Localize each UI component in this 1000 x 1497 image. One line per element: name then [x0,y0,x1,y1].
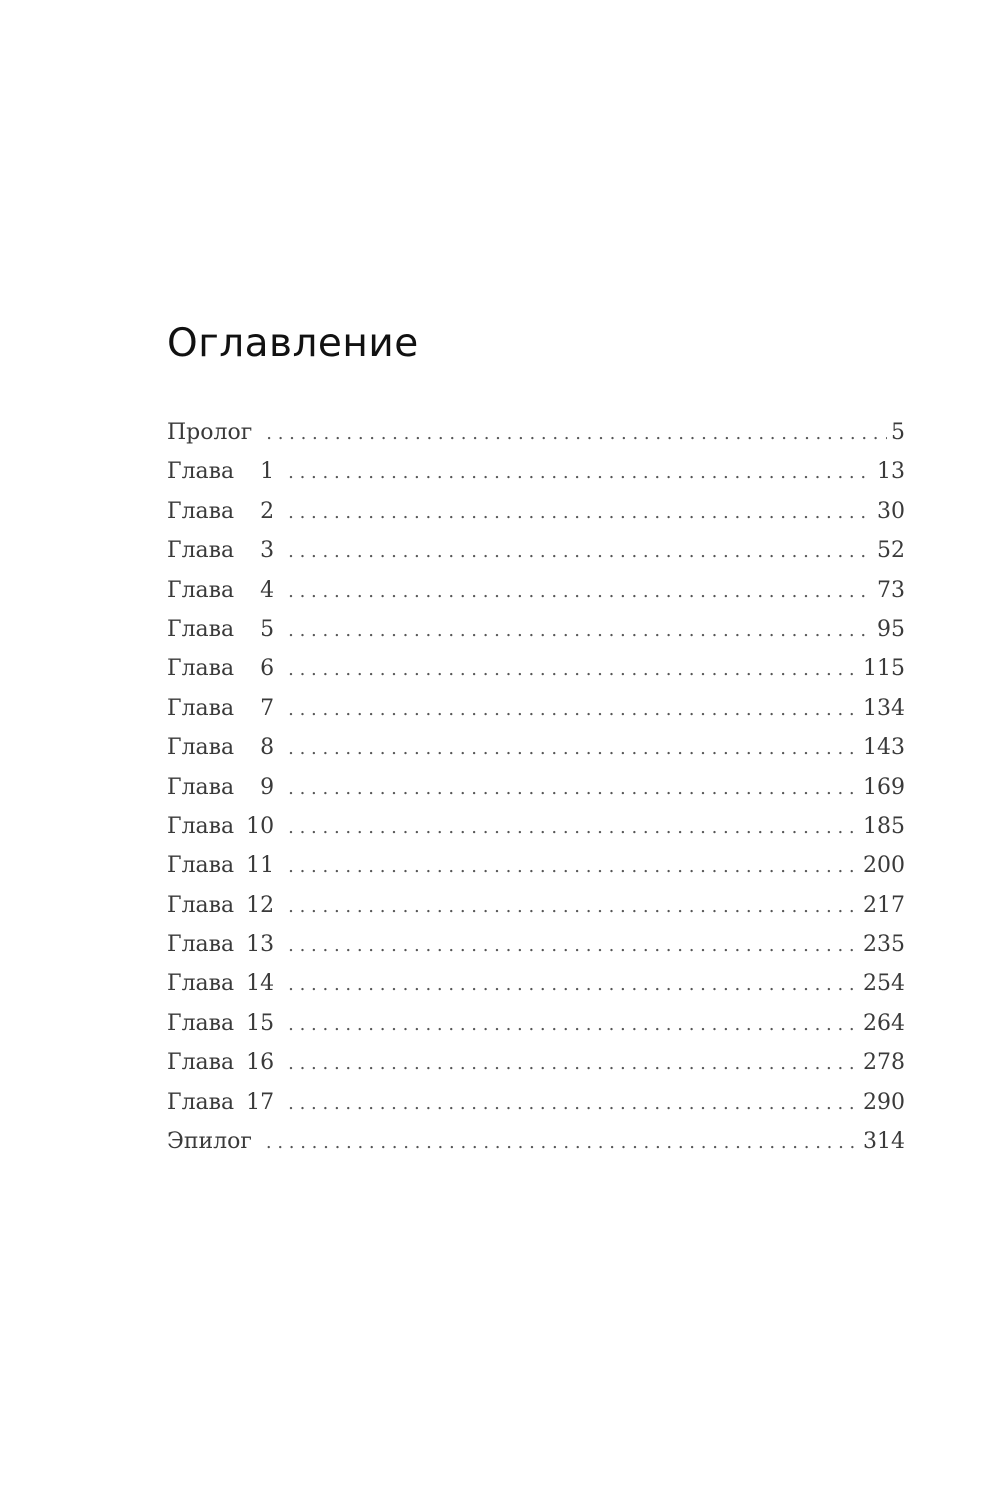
chapter-number: 3 [260,538,275,564]
dot-leader [288,887,859,926]
chapter-number: 15 [246,1010,275,1036]
entry-label [167,768,274,807]
entry-title: Эпилог [167,1129,252,1155]
entry-title: Глава [167,853,235,879]
chapter-number: 7 [260,695,275,721]
chapter-number: 4 [260,577,275,603]
entry-label [167,689,274,728]
toc-title: Оглавление [167,321,419,366]
dot-leader [288,572,873,611]
dot-leader [288,690,859,729]
entry-label [167,728,274,767]
toc-entry-epilogue [167,1122,905,1161]
entry-title: Глава [167,616,235,642]
entry-page-number: 185 [863,813,905,839]
entry-label [167,925,274,964]
entry-label [167,846,274,885]
toc-entry-prologue [167,413,905,452]
toc-entry-chapter-12 [167,886,905,925]
entry-page-number: 52 [877,538,905,564]
entry-page-number: 115 [863,656,905,682]
entry-label [167,610,274,649]
toc-entry-chapter-6 [167,649,905,688]
entry-label [167,1043,274,1082]
entry-title: Глава [167,1050,235,1076]
entry-label [167,649,274,688]
entry-title: Глава [167,971,235,997]
chapter-number: 8 [260,735,275,761]
chapter-number: 14 [246,971,275,997]
dot-leader [288,729,859,768]
entry-title: Глава [167,538,235,564]
toc-list [167,413,905,1161]
toc-entry-chapter-17 [167,1083,905,1122]
toc-entry-chapter-10 [167,807,905,846]
entry-title: Глава [167,774,235,800]
entry-title: Глава [167,577,235,603]
dot-leader [288,611,873,650]
chapter-number: 9 [260,774,275,800]
entry-label [167,492,274,531]
entry-page-number: 95 [877,616,905,642]
entry-page-number: 264 [863,1010,905,1036]
entry-label [167,886,274,925]
entry-page-number: 254 [863,971,905,997]
toc-entry-chapter-14 [167,964,905,1003]
toc-entry-chapter-16 [167,1043,905,1082]
chapter-number: 11 [246,853,275,879]
toc-entry-chapter-11 [167,846,905,885]
dot-leader [288,808,859,847]
dot-leader [288,493,873,532]
toc-entry-chapter-7 [167,689,905,728]
entry-page-number: 235 [863,932,905,958]
toc-entry-chapter-5 [167,610,905,649]
entry-title: Глава [167,932,235,958]
entry-title: Глава [167,498,235,524]
entry-title: Глава [167,1010,235,1036]
toc-entry-chapter-2 [167,492,905,531]
entry-label [167,571,274,610]
entry-title: Глава [167,1089,235,1115]
entry-label [167,413,252,452]
entry-page-number: 278 [863,1050,905,1076]
entry-title: Глава [167,459,235,485]
chapter-number: 13 [246,932,275,958]
entry-title: Глава [167,892,235,918]
entry-label [167,452,274,491]
chapter-number: 6 [260,656,275,682]
entry-label [167,1122,252,1161]
toc-entry-chapter-8 [167,728,905,767]
toc-entry-chapter-15 [167,1004,905,1043]
toc-entry-chapter-3 [167,531,905,570]
dot-leader [266,414,887,453]
entry-label [167,1083,274,1122]
entry-page-number: 73 [877,577,905,603]
entry-page-number: 143 [863,735,905,761]
chapter-number: 17 [246,1089,275,1115]
entry-page-number: 314 [863,1129,905,1155]
dot-leader [288,965,859,1004]
entry-label [167,964,274,1003]
chapter-number: 10 [246,813,275,839]
entry-page-number: 217 [863,892,905,918]
entry-page-number: 290 [863,1089,905,1115]
dot-leader [288,532,873,571]
entry-page-number: 13 [877,459,905,485]
chapter-number: 1 [260,459,275,485]
entry-label [167,807,274,846]
entry-label [167,531,274,570]
dot-leader [266,1123,859,1162]
entry-page-number: 5 [891,420,905,445]
entry-label [167,1004,274,1043]
dot-leader [288,650,859,689]
entry-title: Глава [167,735,235,761]
toc-entry-chapter-4 [167,571,905,610]
entry-title: Глава [167,813,235,839]
dot-leader [288,1044,859,1083]
entry-page-number: 169 [863,774,905,800]
entry-title: Глава [167,656,235,682]
chapter-number: 12 [246,892,275,918]
dot-leader [288,769,859,808]
dot-leader [288,1005,859,1044]
dot-leader [288,926,859,965]
chapter-number: 5 [260,616,275,642]
toc-entry-chapter-13 [167,925,905,964]
dot-leader [288,847,859,886]
chapter-number: 2 [260,498,275,524]
toc-entry-chapter-1 [167,452,905,491]
entry-title: Пролог [167,420,253,445]
entry-page-number: 200 [863,853,905,879]
dot-leader [288,1084,859,1123]
entry-title: Глава [167,695,235,721]
chapter-number: 16 [246,1050,275,1076]
toc-entry-chapter-9 [167,768,905,807]
entry-page-number: 30 [877,498,905,524]
dot-leader [288,453,873,492]
entry-page-number: 134 [863,695,905,721]
